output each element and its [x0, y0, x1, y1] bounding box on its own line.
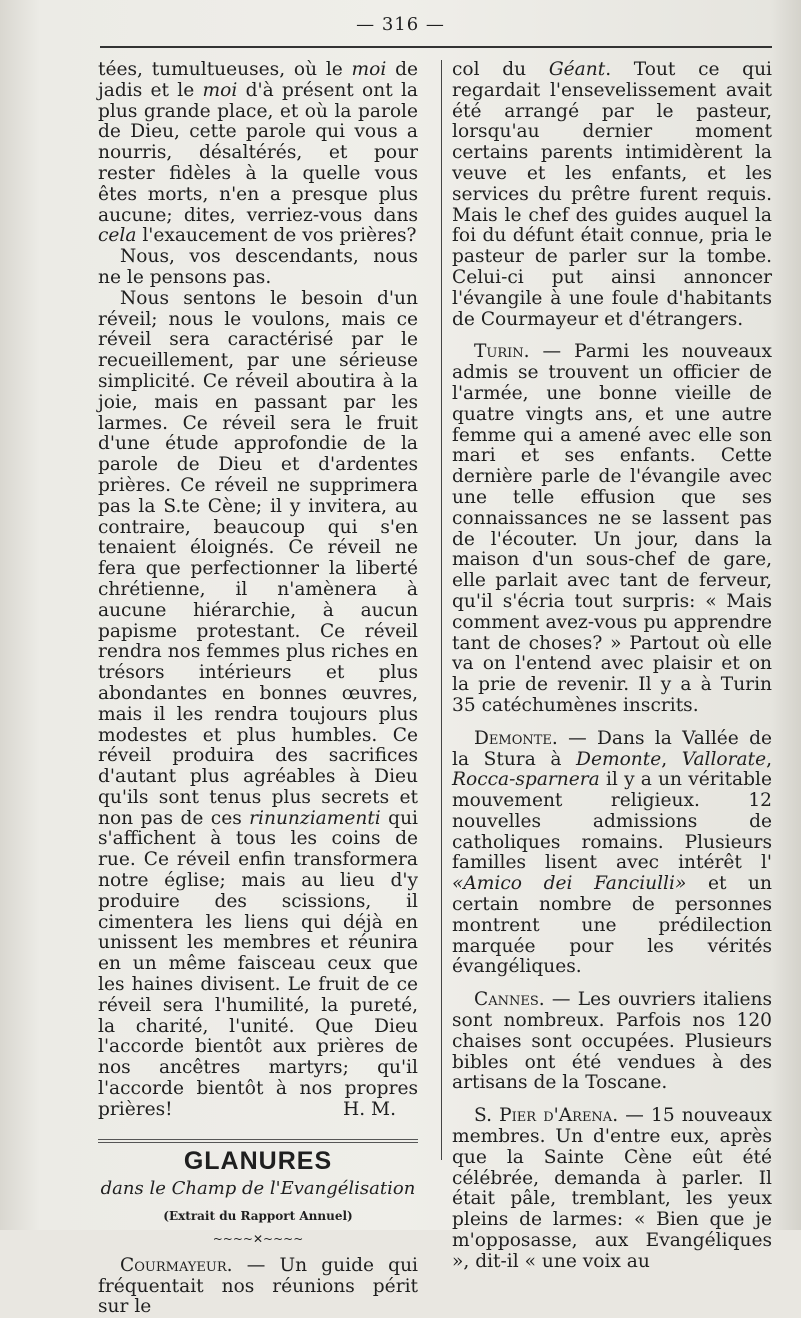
- section-separator: [98, 1142, 418, 1143]
- paragraph: [98, 1256, 418, 1318]
- paragraph: [452, 990, 772, 1094]
- right-column: [452, 60, 772, 1273]
- place-label: Courmayeur.: [120, 1254, 233, 1276]
- paragraph: Nous, vos descendants, nous ne le pensons pas.: [98, 246, 418, 288]
- place-label: Demonte.: [474, 727, 558, 749]
- paragraph-text: Nous sentons le besoin d'un réveil; nous le voulons, mais ce réveil sera caractérisé par le recueillement, par une sérieuse simplicité. Ce réveil aboutira à la joie, mais en passant par les larmes. Ce réveil sera le fruit d'une étude approfondie de la parole de Dieu et d'ardentes prières. Ce réveil ne supprimera pas la S.te Cène; il y invitera, au contraire, beaucoup qui s'en tenaient éloignés. Ce réveil ne fera que perfectionner la liberté chrétienne, il n'amènera à aucune hiérarchie, à aucun papisme protestant. Ce réveil rendra nos femmes plus riches en trésors intérieurs et plus abondantes en bonnes œuvres, mais il les rendra toujours plus modestes et plus humbles. Ce réveil produira des sacrifices d'autant plus agréables à Dieu qu'ils sont tenus plus secrets et non pas de ces rinunziamenti qui s'affichent à tous les coins de rue. Ce réveil enfin transformera notre église; mais au lieu d'y produire des scissions, il cimentera les liens qui déjà en unissent les membres et réunira en un même faisceau ceux que les haines divisent. Le fruit de ce réveil sera l'humilité, la pureté, la charité, l'unité. Que Dieu l'accorde bientôt aux prières de nos ancêtres martyrs; qu'il l'accorde bientôt à nos propres prières!: [98, 287, 418, 1120]
- paragraph: col du Géant. Tout ce qui regardait l'ensevelissement avait été arrangé par le pasteur, lorsqu'au dernier moment certains parents intimidèrent la veuve et les enfants, et les services du prêtre furent requis. Mais le chef des guides auquel la foi du défunt était connue, pria le pasteur de parler sur la tombe. Celui-ci put ainsi annoncer l'évangile à une foule d'habitants de Courmayeur et d'étrangers.: [452, 59, 773, 330]
- signature: H. M.: [343, 1098, 396, 1120]
- paragraph: [98, 289, 418, 1121]
- paragraph-text: — Les ouvriers italiens sont nombreux. Parfois nos 120 chaises sont occupées. Plusieurs bibles ont été vendues à des artisans de la Toscane.: [452, 989, 772, 1094]
- column-divider: [441, 60, 442, 1160]
- emphasis: «Amico dei Fanciulli»: [452, 873, 687, 895]
- paragraph: [452, 729, 772, 979]
- paragraph: [452, 1106, 772, 1272]
- section-separator: [98, 1139, 418, 1140]
- ornament: ~~~~✕~~~~: [212, 1232, 304, 1247]
- place-label: Cannes.: [474, 989, 545, 1011]
- emphasis: Vallorate: [681, 748, 767, 770]
- emphasis: Demonte: [576, 748, 662, 770]
- place-label: S. Pier d'Arena.: [474, 1105, 619, 1127]
- emphasis: cela: [98, 225, 137, 247]
- section-note: (Extrait du Rapport Annuel): [163, 1209, 353, 1224]
- paragraph: [452, 342, 772, 716]
- emphasis: moi: [202, 79, 238, 101]
- emphasis: moi: [351, 59, 387, 80]
- paragraph-text: — Dans la Vallée de la Stura à Demonte, Vallorate, Rocca-sparnera il y a un véritable mouvement religieux. 12 nouvelles admissions de catholiques romains. Plusieurs familles lisent avec intérêt l' «Amico dei Fanciulli» et un certain nombre de personnes montrent une prédilection marquée pour les vérités évangéliques.: [452, 727, 773, 978]
- emphasis: rinunziamenti: [249, 807, 381, 829]
- paragraph-text: — Un guide qui fréquentait nos réunions périt sur le: [98, 1254, 418, 1318]
- left-column: [98, 60, 418, 1318]
- paragraph: tées, tumultueuses, où le moi de jadis et le moi d'à présent ont la plus grande place, et où la parole de Dieu, cette parole qui vous a nourris, désaltérés, et pour rester fidèles à la quelle vous êtes morts, n'en a presque plus aucune; dites, verriez-vous dans cela l'exaucement de vos prières?: [98, 59, 419, 247]
- place-label: Turin.: [474, 341, 530, 363]
- emphasis: Rocca-sparnera: [452, 769, 600, 791]
- paragraph-text: — 15 nouveaux membres. Un d'entre eux, après que la Sainte Cène eût été célébrée, demanda à parler. Il était pâle, tremblant, les yeux pleins de larmes: « Bien que je m'opposasse, aux Evangéliques », dit-il « une voix au: [452, 1105, 772, 1272]
- paragraph-text: — Parmi les nouveaux admis se trouvent un officier de l'armée, une bonne vieille de quatre vingts ans, et une autre femme qui a amené avec elle son mari et ses enfants. Cette dernière parle de l'évangile avec une telle effusion que ses connaissances ne se lassent pas de l'écouter. Un jour, dans la maison d'un sous-chef de gare, elle parlait avec tant de ferveur, qu'il s'écria tout surpris: « Mais comment avez-vous pu apprendre tant de choses? » Partout où elle va on l'entend avec plaisir et on la prie de revenir. Il y a à Turin 35 catéchumènes inscrits.: [452, 341, 772, 716]
- emphasis: Géant: [548, 59, 606, 80]
- section-subtitle: dans le Champ de l'Evangélisation: [100, 1178, 416, 1200]
- section-title: GLANURES: [183, 1146, 333, 1175]
- page-number: — 316 —: [356, 14, 445, 35]
- header-rule: [100, 46, 772, 48]
